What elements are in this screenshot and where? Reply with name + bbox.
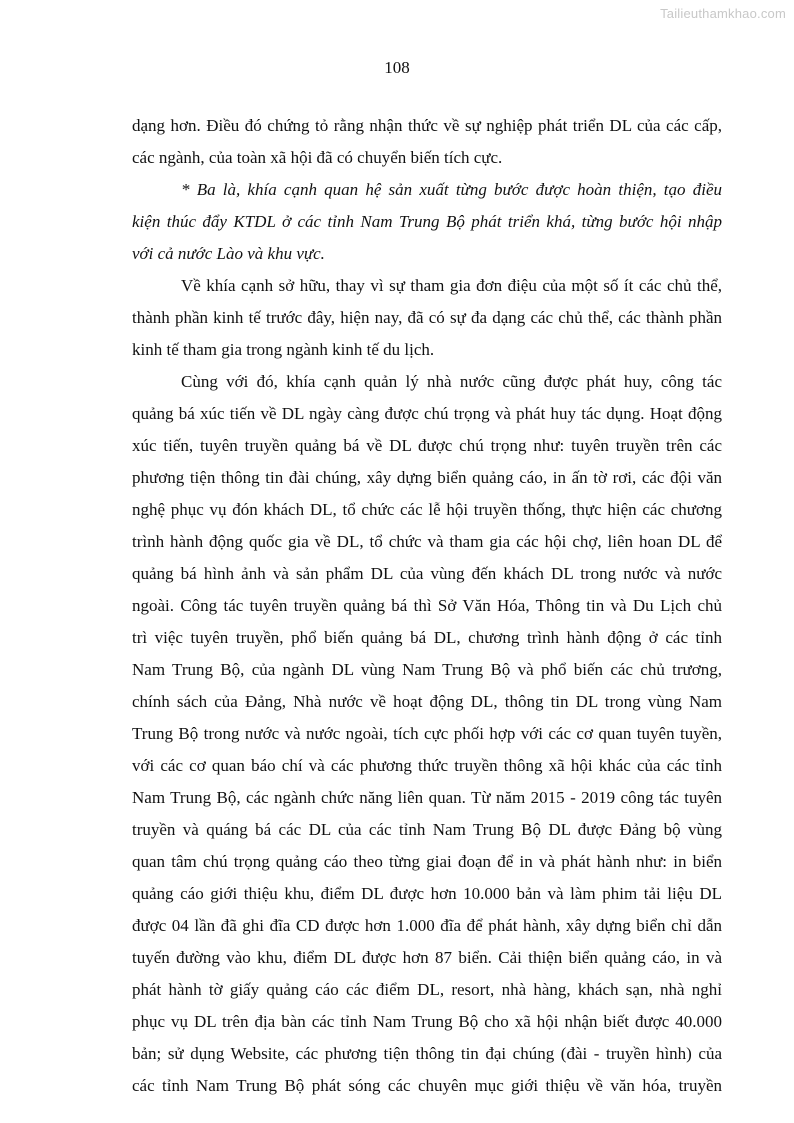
document-body (132, 110, 722, 1102)
text-line: với cả nước Lào và khu vực. (132, 244, 325, 263)
text-line: Nam Trung Bộ, các ngành chức năng liên quan. Từ năm 2015 - 2019 công tác tuyên (132, 788, 722, 807)
text-line: tuyến đường vào khu, điểm DL được hơn 87 biển. Cải thiện biển quảng cáo, in và (132, 948, 722, 967)
text-line: phương tiện thông tin đài chúng, xây dựng biển quảng cáo, in ấn tờ rơi, các đội văn (132, 468, 722, 487)
text-line: quảng bá xúc tiến về DL ngày càng được chú trọng và phát huy tác dụng. Hoạt động (132, 404, 722, 423)
text-line: dạng hơn. Điều đó chứng tỏ rằng nhận thức về sự nghiệp phát triển DL của các cấp, (132, 116, 722, 135)
paragraph (132, 270, 722, 366)
text-line: quan tâm chú trọng quảng cáo theo từng giai đoạn để in và phát hành như: in biển (132, 852, 722, 871)
text-line: được 04 lần đã ghi đĩa CD được hơn 1.000 đĩa để phát hành, xây dựng biển chỉ dẫn (132, 916, 722, 935)
text-line: phát hành tờ giấy quảng cáo các điểm DL, resort, nhà hàng, khách sạn, nhà nghỉ (132, 980, 722, 999)
watermark: Tailieuthamkhao.com (660, 6, 786, 21)
paragraph (132, 110, 722, 174)
text-line: ngoài. Công tác tuyên truyền quảng bá thì Sở Văn Hóa, Thông tin và Du Lịch chủ (132, 596, 722, 615)
text-line: kinh tế tham gia trong ngành kinh tế du lịch. (132, 340, 435, 359)
text-line: các tỉnh Nam Trung Bộ phát sóng các chuyên mục giới thiệu về văn hóa, truyền (132, 1076, 722, 1095)
text-line: Về khía cạnh sở hữu, thay vì sự tham gia đơn điệu của một số ít các chủ thể, (181, 276, 722, 295)
paragraph (132, 174, 722, 270)
text-line: thành phần kinh tế trước đây, hiện nay, đã có sự đa dạng các chủ thể, các thành phần (132, 308, 722, 327)
text-line: truyền và quáng bá các DL của các tỉnh Nam Trung Bộ DL được Đảng bộ vùng (132, 820, 722, 839)
paragraph (132, 366, 722, 1102)
text-line: * Ba là, khía cạnh quan hệ sản xuất từng bước được hoàn thiện, tạo điều (181, 180, 722, 199)
text-line: trình hành động quốc gia về DL, tổ chức và tham gia các hội chợ, liên hoan DL để (132, 532, 722, 551)
text-line: Trung Bộ trong nước và nước ngoài, tích cực phối hợp với các cơ quan tuyên tuyền, (132, 724, 722, 743)
text-line: các ngành, của toàn xã hội đã có chuyển biến tích cực. (132, 148, 503, 167)
text-line: bản; sử dụng Website, các phương tiện thông tin đại chúng (đài - truyền hình) của (132, 1044, 722, 1063)
text-line: Nam Trung Bộ, của ngành DL vùng Nam Trung Bộ và phổ biến các chủ trương, (132, 660, 722, 679)
text-line: kiện thúc đẩy KTDL ở các tỉnh Nam Trung Bộ phát triển khá, từng bước hội nhập (132, 212, 722, 231)
text-line: xúc tiến, tuyên truyền quảng bá về DL được chú trọng như: tuyên truyền trên các (132, 436, 722, 455)
text-line: chính sách của Đảng, Nhà nước về hoạt động DL, thông tin DL trong vùng Nam (132, 692, 722, 711)
text-line: quảng bá hình ảnh và sản phẩm DL của vùng đến khách DL trong nước và nước (132, 564, 722, 583)
page-number: 108 (384, 58, 410, 77)
text-line: nghệ phục vụ đón khách DL, tổ chức các lễ hội truyền thống, thực hiện các chương (132, 500, 722, 519)
text-line: với các cơ quan báo chí và các phương thức truyền thông xã hội khác của các tỉnh (132, 756, 722, 775)
text-line: trì việc tuyên truyền, phổ biến quảng bá DL, chương trình hành động ở các tỉnh (132, 628, 722, 647)
text-line: Cùng với đó, khía cạnh quản lý nhà nước cũng được phát huy, công tác (181, 372, 722, 391)
text-line: quảng cáo giới thiệu khu, điểm DL được hơn 10.000 bản và làm phim tải liệu DL (132, 884, 722, 903)
text-line: phục vụ DL trên địa bàn các tỉnh Nam Trung Bộ cho xã hội nhận biết được 40.000 (132, 1012, 722, 1031)
